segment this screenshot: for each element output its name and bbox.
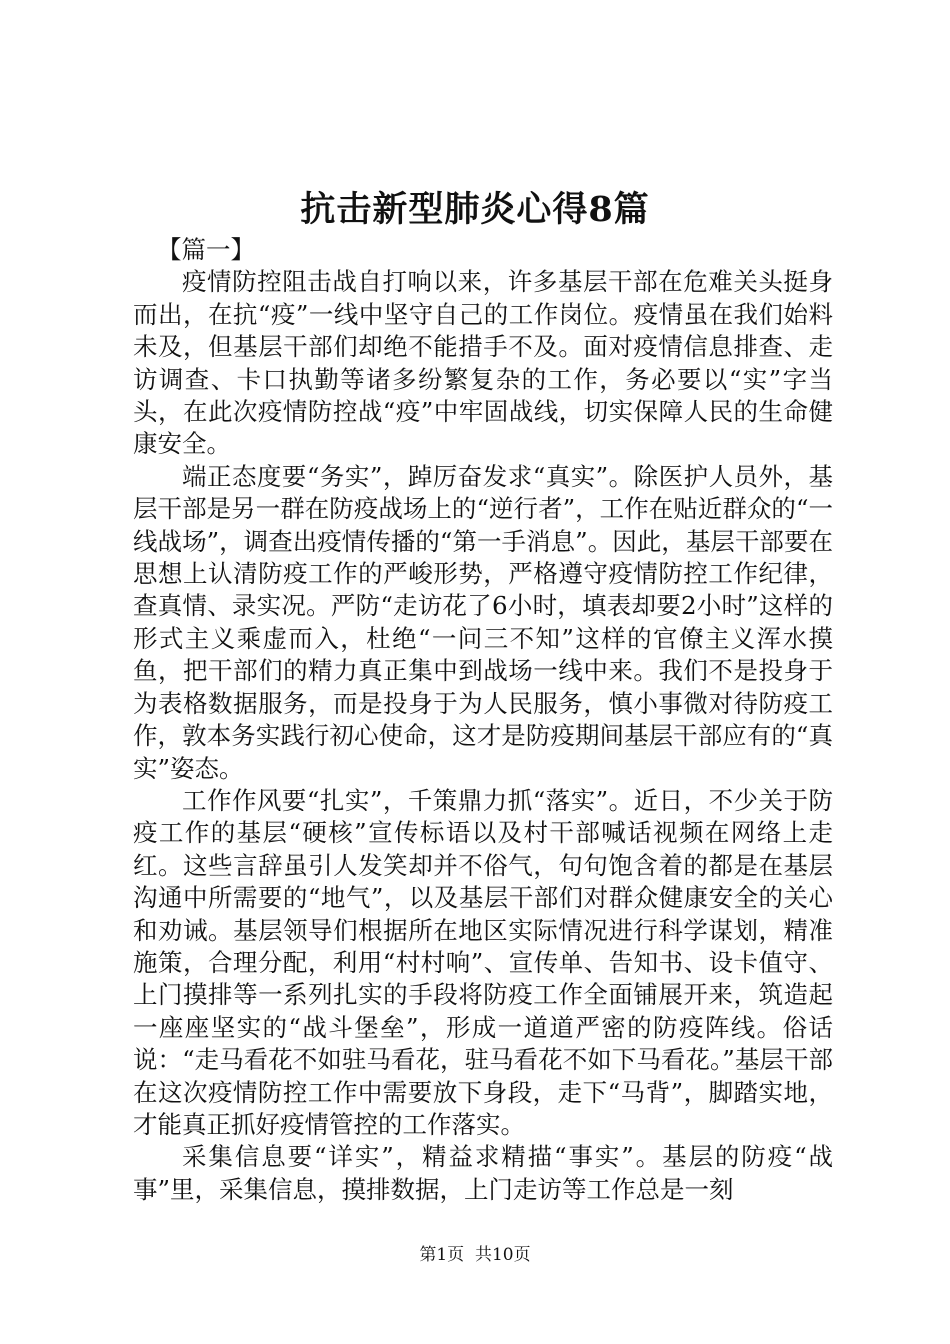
page-number-label: 第1页 共10页 xyxy=(419,1245,531,1265)
section-heading: 【篇一】 xyxy=(157,235,255,264)
paragraph-2: 端正态度要“务实”，踔厉奋发求“真实”。除医护人员外，基层干部是另一群在防疫战场上的“逆行者”，工作在贴近群众的“一线战场”，调查出疫情传播的“第一手消息”。因此，基层干部要在思想上认清防疫工作的严峻形势，严格遵守疫情防控工作纪律，查真情、录实况。严防“走访花了6小时，填表却要2小时”这样的形式主义乘虚而入，杜绝“一问三不知”这样的官僚主义浑水摸鱼，把干部们的精力真正集中到战场一线中来。我们不是投身于为表格数据服务，而是投身于为人民服务，慎小事微对待防疫工作，敦本务实践行初心使命，这才是防疫期间基层干部应有的“真实”姿态。 xyxy=(133,461,833,783)
page-footer xyxy=(0,1243,950,1267)
paragraph-3: 工作作风要“扎实”，千策鼎力抓“落实”。近日，不少关于防疫工作的基层“硬核”宣传标语以及村干部喊话视频在网络上走红。这些言辞虽引人发笑却并不俗气，句句饱含着的都是在基层沟通中所需要的“地气”，以及基层干部们对群众健康安全的关心和劝诫。基层领导们根据所在地区实际情况进行科学谋划，精准施策，合理分配，利用“村村响”、宣传单、告知书、设卡值守、上门摸排等一系列扎实的手段将防疫工作全面铺展开来，筑造起一座座坚实的“战斗堡垒”，形成一道道严密的防疫阵线。俗话说：“走马看花不如驻马看花，驻马看花不如下马看花。”基层干部在这次疫情防控工作中需要放下身段，走下“马背”，脚踏实地，才能真正抓好疫情管控的工作落实。 xyxy=(133,785,833,1139)
document-body xyxy=(133,234,833,1206)
paragraph-1: 疫情防控阻击战自打响以来，许多基层干部在危难关头挺身而出，在抗“疫”一线中坚守自己的工作岗位。疫情虽在我们始料未及，但基层干部们却绝不能措手不及。面对疫情信息排查、走访调查、卡口执勤等诸多纷繁复杂的工作，务必要以“实”字当头，在此次疫情防控战“疫”中牢固战线，切实保障人民的生命健康安全。 xyxy=(133,267,833,459)
paragraph-4: 采集信息要“详实”，精益求精描“事实”。基层的防疫“战事”里，采集信息，摸排数据，上门走访等工作总是一刻 xyxy=(133,1142,833,1204)
document-title: 抗击新型肺炎心得8篇 xyxy=(300,189,650,230)
